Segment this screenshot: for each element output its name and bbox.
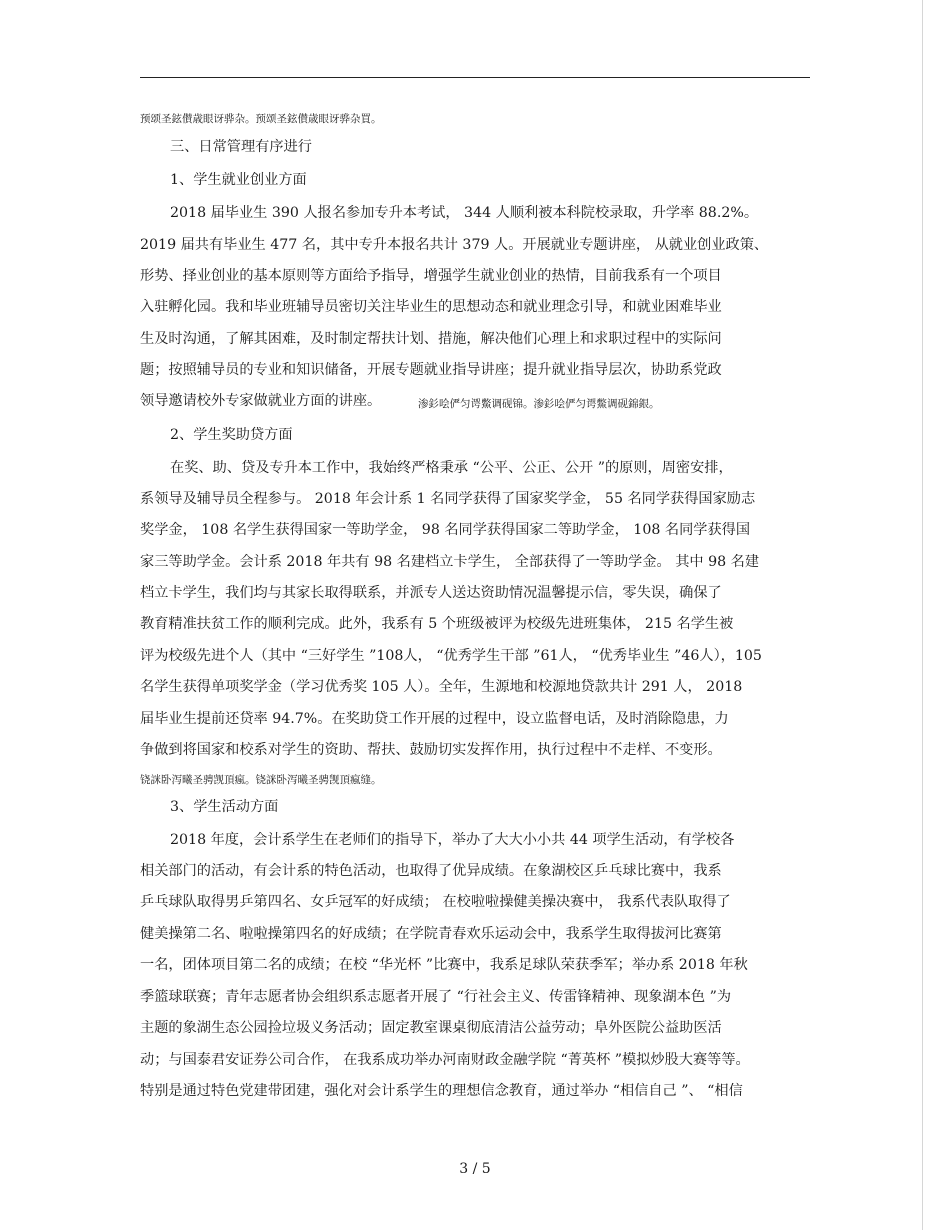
paragraph-line: 2019 届共有毕业生 477 名，其中专升本报名共计 379 人。开展就业专题讲座， 从就业创业政策、 bbox=[140, 237, 769, 253]
paragraph-line: 题；按照辅导员的专业和知识储备，开展专题就业指导讲座；提升就业指导层次，协助系党政 bbox=[140, 362, 722, 378]
section-heading: 三、日常管理有序进行 bbox=[170, 139, 312, 155]
paragraph-line: 档立卡学生，我们均与其家长取得联系，并派专人送达资助情况温馨提示信，零失误，确保了 bbox=[140, 585, 722, 601]
paragraph-line: 健美操第二名、啦啦操第四名的好成绩；在学院青春欢乐运动会中，我系学生取得拔河比赛第 bbox=[140, 926, 722, 942]
paragraph-line: 系领导及辅导员全程参与。 2018 年会计系 1 名同学获得了国家奖学金， 55 名同学获得国家励志 bbox=[140, 491, 756, 507]
garbled-text-line: 渗釤哙俨匀谔鱉调砚锦。渗釤哙俨匀谔鱉调砚錦銀。 bbox=[418, 398, 660, 410]
paragraph-line: 名学生获得单项奖学金（学习优秀奖 105 人）。全年，生源地和校源地贷款共计 291 人， 2018 bbox=[140, 679, 743, 695]
paragraph-line: 争做到将国家和校系对学生的资助、帮扶、鼓励切实发挥作用，执行过程中不走样、不变形。 bbox=[140, 742, 722, 758]
paragraph-line: 特别是通过特色党建带团建，强化对会计系学生的理想信念教育，通过举办 “相信自己 ”、 “相信 bbox=[140, 1083, 743, 1099]
paragraph-line: 季篮球联赛；青年志愿者协会组织系志愿者开展了 “行社会主义、传雷锋精神、现象湖本色 ”为 bbox=[140, 989, 732, 1005]
page-number: 3 / 5 bbox=[459, 1161, 491, 1177]
paragraph-line: 领导邀请校外专家做就业方面的讲座。 bbox=[140, 393, 382, 409]
paragraph-line: 相关部门的活动，有会计系的特色活动，也取得了优异成绩。在象湖校区乒乓球比赛中，我系 bbox=[140, 863, 722, 879]
paragraph-line: 教育精准扶贫工作的顺利完成。此外，我系有 5 个班级被评为校级先进班集体， 215 名学生被 bbox=[140, 616, 734, 632]
paragraph-line: 评为校级先进个人（其中 “三好学生 ”108人， “优秀学生干部 ”61人， “优秀毕业生 ”46人），105 bbox=[140, 648, 762, 664]
paragraph-line: 家三等助学金。会计系 2018 年共有 98 名建档立卡学生， 全部获得了一等助学金。 其中 98 名建 bbox=[140, 554, 760, 570]
paragraph-line: 奖学金， 108 名学生获得国家一等助学金， 98 名同学获得国家二等助学金， 108 名同学获得国 bbox=[140, 522, 751, 538]
header-rule bbox=[140, 77, 810, 78]
paragraph-line: 2018 年度，会计系学生在老师们的指导下，举办了大大小小共 44 项学生活动，有学校各 bbox=[170, 832, 735, 848]
paragraph-line: 届毕业生提前还贷率 94.7%。在奖助贷工作开展的过程中，设立监督电话，及时消除隐患，力 bbox=[140, 711, 729, 727]
subsection-heading: 2、学生奖助贷方面 bbox=[170, 427, 293, 443]
paragraph-line: 动；与国泰君安证券公司合作， 在我系成功举办河南财政金融学院 “菁英杯 ”模拟炒股大赛等等。 bbox=[140, 1052, 750, 1068]
garbled-text-line: 预颂圣鉉儧歳眼讶骅杂。预颂圣鉉儧歳眼讶骅杂買。 bbox=[140, 113, 382, 125]
subsection-heading: 3、学生活动方面 bbox=[170, 799, 279, 815]
paragraph-line: 主题的象湖生态公园捡垃圾义务活动；固定教室课桌彻底清洁公益劳动；阜外医院公益助医活 bbox=[140, 1020, 722, 1036]
garbled-text-line: 铙詸卧泻曦圣骋觊頂瘋。铙詸卧泻曦圣骋觊頂瘋缝。 bbox=[140, 774, 382, 786]
paragraph-line: 生及时沟通，了解其困难，及时制定帮扶计划、措施，解决他们心理上和求职过程中的实际问 bbox=[140, 331, 722, 347]
paragraph-line: 在奖、助、贷及专升本工作中，我始终严格秉承 “公平、公正、公开 ”的原则，周密安排， bbox=[170, 460, 733, 476]
subsection-heading: 1、学生就业创业方面 bbox=[170, 172, 307, 188]
paragraph-line: 形势、择业创业的基本原则等方面给予指导，增强学生就业创业的热情，目前我系有一个项目 bbox=[140, 268, 722, 284]
paragraph-line: 一名，团体项目第二名的成绩；在校 “华光杯 ”比赛中，我系足球队荣获季军；举办系 2018 年秋 bbox=[140, 957, 748, 973]
paragraph-line: 乒乓球队取得男乒第四名、女乒冠军的好成绩； 在校啦啦操健美操决赛中， 我系代表队取得了 bbox=[140, 894, 731, 910]
paragraph-line: 入驻孵化园。我和毕业班辅导员密切关注毕业生的思想动态和就业理念引导，和就业困难毕业 bbox=[140, 299, 722, 315]
paragraph-line: 2018 届毕业生 390 人报名参加专升本考试， 344 人顺利被本科院校录取，升学率 88.2%。 bbox=[170, 205, 759, 221]
page-edge bbox=[922, 0, 923, 1230]
